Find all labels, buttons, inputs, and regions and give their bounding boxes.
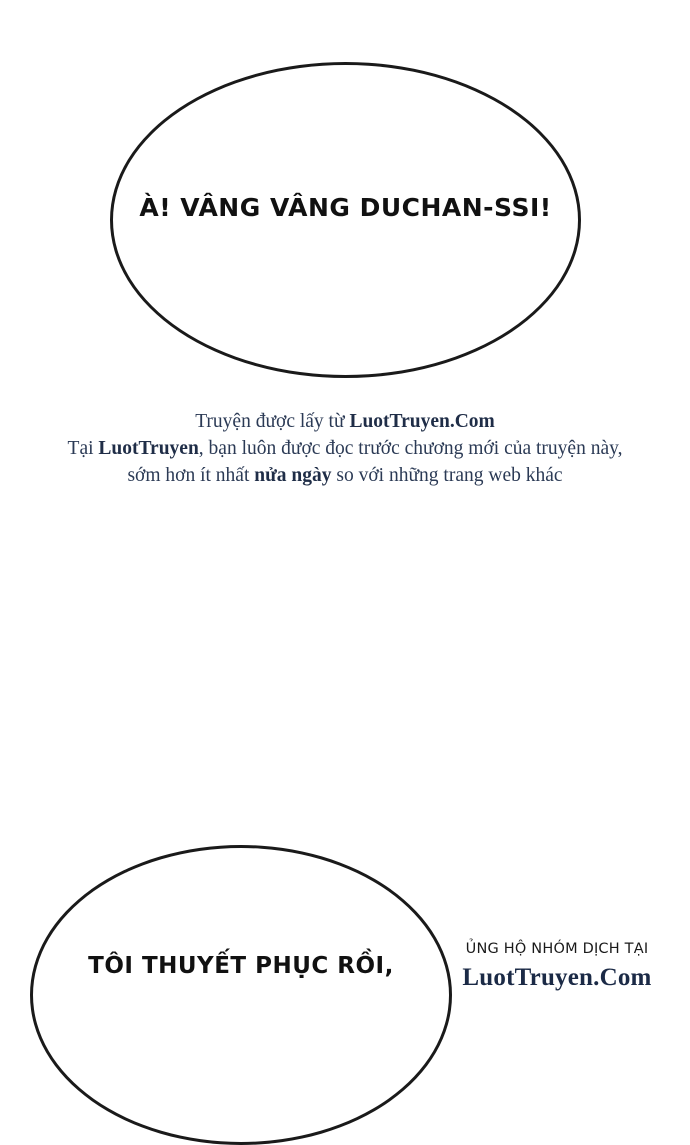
source-credit-block [0, 408, 690, 489]
speech-bubble-bottom-text: TÔI THUYẾT PHỤC RỒI, [88, 953, 394, 979]
speech-bubble-top [110, 62, 581, 378]
speech-bubble-bottom [30, 845, 452, 1145]
credit-line-2-suffix: , bạn luôn được đọc trước chương mới của truyện này, [198, 438, 623, 459]
credit-line-3-emphasis: nửa ngày [254, 465, 332, 486]
credit-line-1 [0, 408, 690, 435]
support-credit-block [442, 941, 672, 992]
credit-line-1-prefix: Truyện được lấy từ [195, 411, 350, 432]
speech-bubble-top-text: À! VÂNG VÂNG DUCHAN-SSI! [139, 193, 552, 222]
support-label: ỦNG HỘ NHÓM DỊCH TẠI [465, 941, 649, 957]
credit-line-1-brand: LuotTruyen.Com [349, 411, 495, 432]
credit-line-2-brand: LuotTruyen [98, 438, 199, 459]
credit-line-2-prefix: Tại [67, 438, 99, 459]
credit-line-3-prefix: sớm hơn ít nhất [127, 465, 255, 486]
credit-line-2 [0, 435, 690, 462]
credit-line-3 [0, 462, 690, 489]
support-brand: LuotTruyen.Com [462, 964, 652, 991]
credit-line-3-suffix: so với những trang web khác [331, 465, 563, 486]
